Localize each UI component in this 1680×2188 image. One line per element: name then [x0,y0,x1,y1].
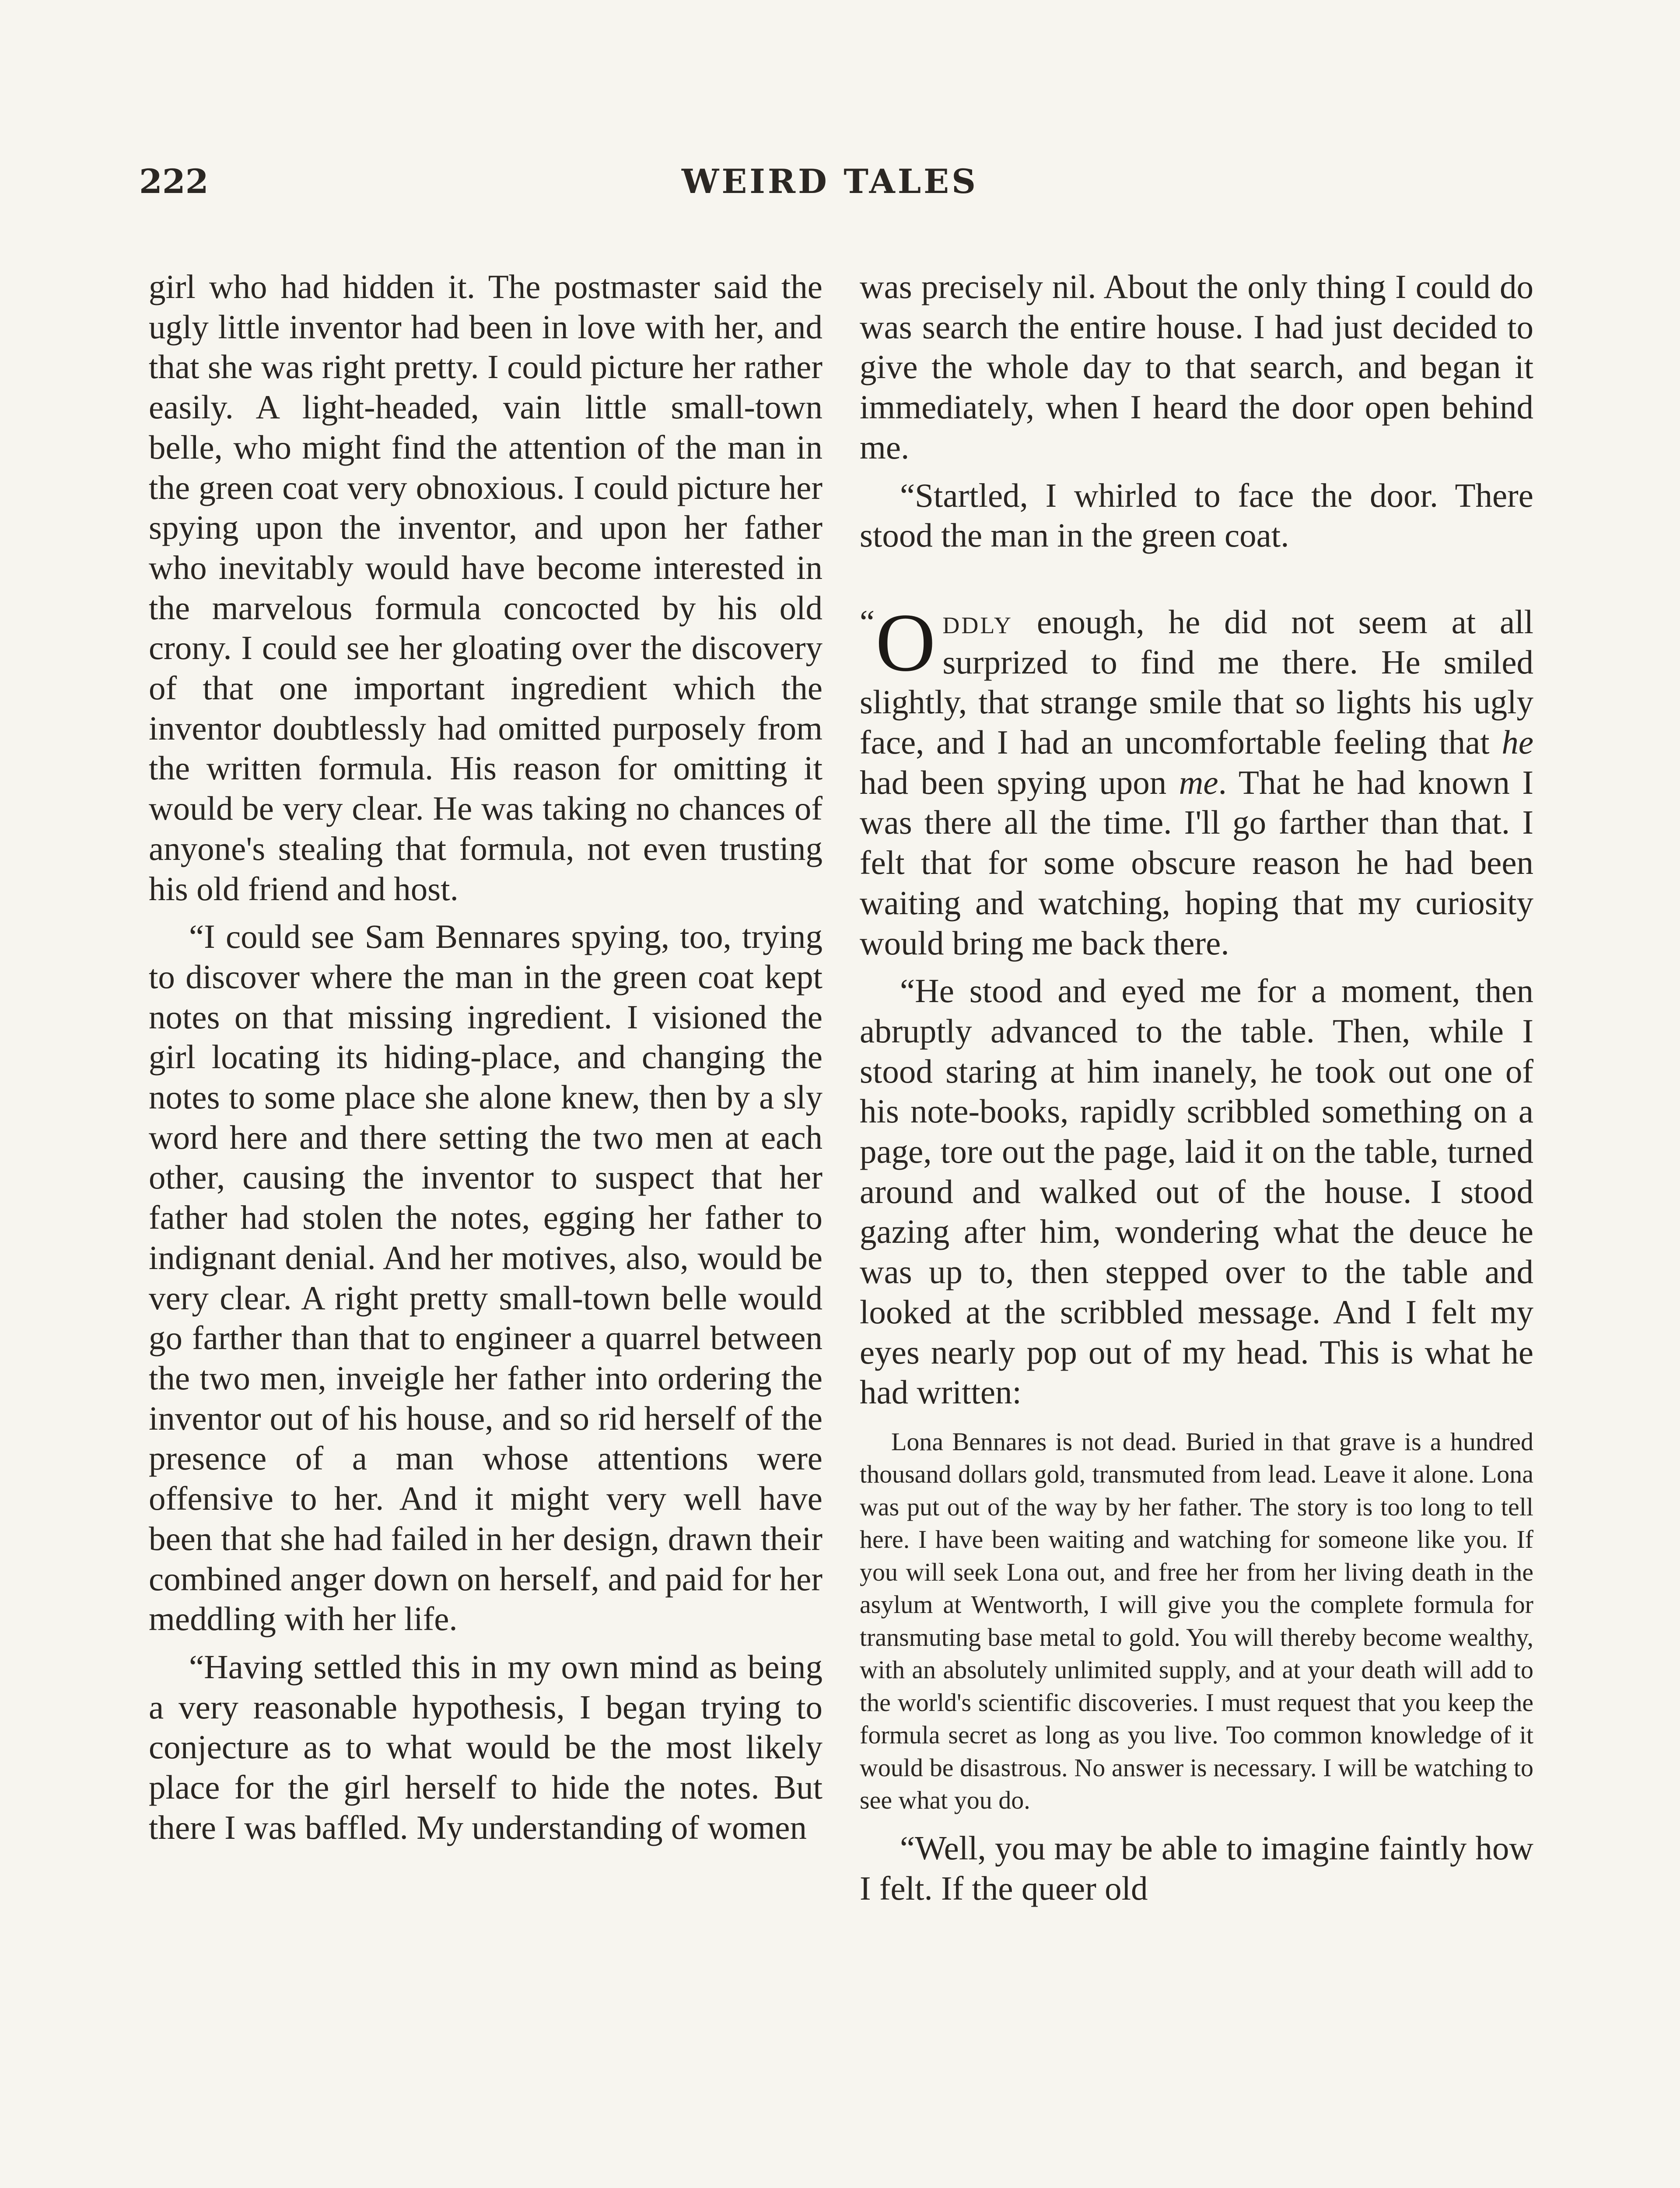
left-paragraph-1: girl who had hidden it. The postmaster said the ugly little inventor had been in love with her, and that she was right pretty. I could picture her rather easily. A light-headed, vain little small-town belle, who might find the attention of the man in the green coat very obnoxious. I could picture her spying upon the inventor, and upon her father who inevitably would have become interested in the marvelous formula concocted by his old crony. I could see her gloating over the discovery of that one important ingredient which the inventor doubtlessly had omitted purposely from the written formula. His reason for omitting it would be very clear. He was taking no chances of anyone's stealing that formula, not even trusting his old friend and host. [149,268,822,908]
running-head-title: WEIRD TALES [682,162,978,201]
drop-cap-letter: O [875,596,936,689]
left-paragraph-2: “I could see Sam Bennares spying, too, trying to discover where the man in the green coat kept notes on that missing ingredient. I visioned the girl locating its hiding-place, and changing the notes to some place she alone knew, then by a sly word here and there setting the two men at each other, causing the inventor to suspect that her father had stolen the notes, egging her father to indignant denial. And her motives, also, would be very clear. A right pretty small-town belle would go farther than that to engineer a quarrel between the two men, inveigle her father into ordering the inventor out of his house, and so rid herself of the presence of a man whose attentions were offensive to her. And it might very well have been that she had failed in her design, drawn their combined anger down on herself, and paid for her meddling with her life. [149,918,822,1638]
right-paragraph-1: was precisely nil. About the only thing I could do was search the entire house. I had just decided to give the whole day to that search, and began it immediately, when I heard the door open behind me. [860,268,1533,466]
paragraph-text-c: . That he had known I was there all the time. I'll go farther than that. I felt that for some obscure reason he had been waiting and watching, hoping that my curiosity would bring me back there. [860,763,1533,962]
emphasis-he: he [1502,723,1533,761]
paragraph-text-a: enough, he did not seem at all surprized to find me there. He smiled slightly, that strange smile that so lights his ugly face, and I had an uncomfortable feeling that [860,603,1533,761]
left-paragraph-3: “Having settled this in my own mind as being a very reasonable hypothesis, I began trying to conjecture as to what would be the most likely place for the girl herself to hide the notes. But there I was baffled. My understanding of women [149,1648,822,1846]
scribbled-message: Lona Bennares is not dead. Buried in that grave is a hundred thousand dollars gold, transmuted from lead. Leave it alone. Lona was put out of the way by her father. The story is too long to tell here. I have been waiting and watching for someone like you. If you will seek Lona out, and free her from her living death in the asylum at Wentworth, I will give you the complete formula for transmuting base metal to gold. You will thereby become wealthy, with an absolutely unlimited supply, and at your death will add to the world's scientific discoveries. I must request that you keep the formula secret as long as you live. Too common knowledge of it would be disastrous. No answer is necessary. I will be watching to see what you do. [860,1427,1533,1815]
right-column [860,267,1533,1908]
right-paragraph-2: “Startled, I whirled to face the door. There stood the man in the green coat. [860,476,1533,554]
page-number: 222 [139,162,209,201]
right-paragraph-3-section-start [860,596,1533,963]
emphasis-me: me [1179,763,1218,801]
left-column [149,267,822,1848]
paragraph-text-b: had been spying upon [860,763,1179,801]
right-paragraph-5: “Well, you may be able to imagine faintly how I felt. If the queer old [860,1829,1533,1907]
small-caps-lead: ddly [942,603,1013,641]
page-header [139,162,1528,214]
opening-quote-mark: “ [860,603,875,641]
right-paragraph-4: “He stood and eyed me for a moment, then abruptly advanced to the table. Then, while I stood staring at him inanely, he took out one of his note-books, rapidly scribbled something on a page, tore out the page, laid it on the table, turned around and walked out of the house. I stood gazing after him, wondering what the deuce he was up to, then stepped over to the table and looked at the scribbled message. And I felt my eyes nearly pop out of my head. This is what he had written: [860,972,1533,1411]
